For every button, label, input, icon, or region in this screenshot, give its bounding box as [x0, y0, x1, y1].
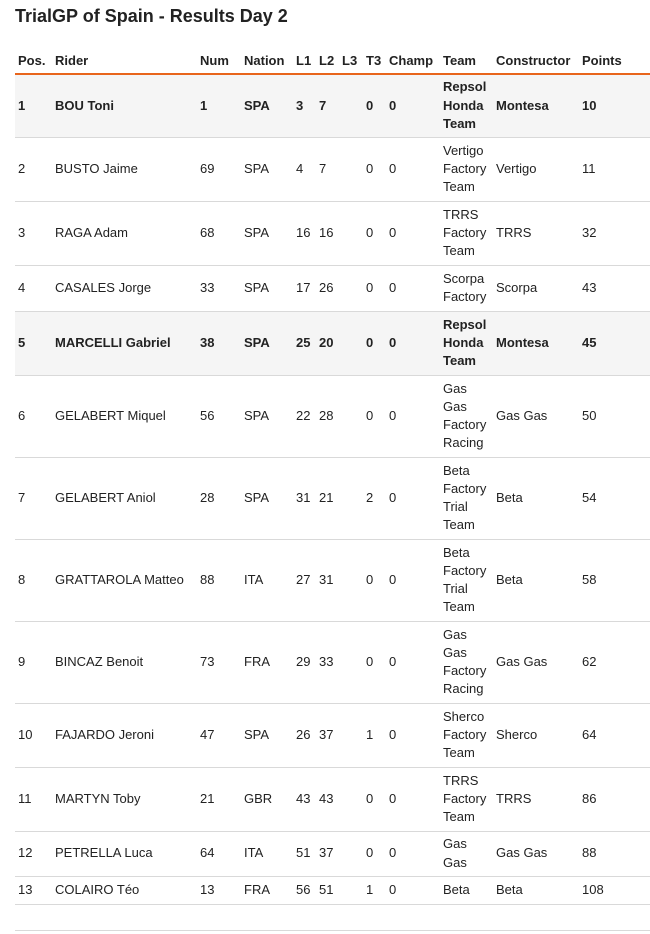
column-header-pos: Pos.	[15, 49, 51, 74]
cell-team: TRRS Factory Team	[439, 767, 492, 831]
cell-rider: GRATTAROLA Matteo	[51, 539, 196, 621]
cell-rider: BUSTO Jaime	[51, 137, 196, 201]
table-row	[15, 311, 650, 375]
cell-nation: SPA	[240, 137, 292, 201]
cell-champ: 0	[385, 375, 439, 457]
cell-team: Repsol Honda Team	[439, 311, 492, 375]
cell-num: 21	[196, 767, 240, 831]
cell-points: 43	[578, 265, 650, 311]
cell-num: 69	[196, 137, 240, 201]
cell-num: 73	[196, 621, 240, 703]
cell-l2: 33	[315, 621, 338, 703]
cell-t3: 1	[362, 703, 385, 767]
cell-champ: 0	[385, 539, 439, 621]
column-header-team: Team	[439, 49, 492, 74]
cell-l3	[338, 375, 362, 457]
cell-champ: 0	[385, 703, 439, 767]
cell-l3	[338, 311, 362, 375]
cell-constructor: Sherco	[492, 703, 578, 767]
cell-points: 62	[578, 621, 650, 703]
cell-team: Beta Factory Trial Team	[439, 457, 492, 539]
column-header-l2: L2	[315, 49, 338, 74]
table-row	[15, 621, 650, 703]
cell-rider: MARCELLI Gabriel	[51, 311, 196, 375]
cell-constructor: Montesa	[492, 311, 578, 375]
cell-points: 54	[578, 457, 650, 539]
table-header-row	[15, 49, 650, 74]
column-header-champ: Champ	[385, 49, 439, 74]
cell-team: Gas Gas Factory Racing	[439, 621, 492, 703]
spacer-cell	[15, 904, 650, 930]
cell-constructor: Vertigo	[492, 137, 578, 201]
cell-team: Vertigo Factory Team	[439, 137, 492, 201]
cell-t3: 2	[362, 457, 385, 539]
cell-t3: 1	[362, 876, 385, 904]
cell-pos: 4	[15, 265, 51, 311]
cell-team: Gas Gas Factory Racing	[439, 375, 492, 457]
cell-pos: 9	[15, 621, 51, 703]
cell-l3	[338, 201, 362, 265]
cell-num: 88	[196, 539, 240, 621]
cell-t3: 0	[362, 539, 385, 621]
cell-t3: 0	[362, 311, 385, 375]
cell-rider: PETRELLA Luca	[51, 831, 196, 876]
table-row	[15, 375, 650, 457]
results-body	[15, 74, 650, 930]
cell-num: 1	[196, 74, 240, 137]
cell-team: Sherco Factory Team	[439, 703, 492, 767]
cell-num: 56	[196, 375, 240, 457]
column-header-l1: L1	[292, 49, 315, 74]
column-header-l3: L3	[338, 49, 362, 74]
cell-l1: 4	[292, 137, 315, 201]
cell-champ: 0	[385, 767, 439, 831]
cell-num: 64	[196, 831, 240, 876]
cell-t3: 0	[362, 137, 385, 201]
cell-champ: 0	[385, 201, 439, 265]
cell-l1: 22	[292, 375, 315, 457]
cell-l3	[338, 137, 362, 201]
table-row	[15, 74, 650, 137]
cell-champ: 0	[385, 457, 439, 539]
cell-l2: 21	[315, 457, 338, 539]
table-row	[15, 767, 650, 831]
cell-nation: ITA	[240, 539, 292, 621]
cell-t3: 0	[362, 375, 385, 457]
cell-constructor: Beta	[492, 457, 578, 539]
cell-champ: 0	[385, 74, 439, 137]
cell-pos: 10	[15, 703, 51, 767]
cell-l2: 7	[315, 74, 338, 137]
cell-pos: 12	[15, 831, 51, 876]
cell-points: 11	[578, 137, 650, 201]
cell-constructor: Beta	[492, 876, 578, 904]
cell-champ: 0	[385, 831, 439, 876]
cell-rider: COLAIRO Téo	[51, 876, 196, 904]
cell-nation: SPA	[240, 265, 292, 311]
cell-team: Beta	[439, 876, 492, 904]
table-row	[15, 137, 650, 201]
cell-t3: 0	[362, 767, 385, 831]
cell-l2: 51	[315, 876, 338, 904]
cell-constructor: TRRS	[492, 767, 578, 831]
cell-pos: 11	[15, 767, 51, 831]
column-header-t3: T3	[362, 49, 385, 74]
cell-rider: FAJARDO Jeroni	[51, 703, 196, 767]
table-row	[15, 201, 650, 265]
cell-l3	[338, 265, 362, 311]
cell-num: 13	[196, 876, 240, 904]
cell-l3	[338, 876, 362, 904]
cell-rider: MARTYN Toby	[51, 767, 196, 831]
cell-l1: 27	[292, 539, 315, 621]
cell-nation: FRA	[240, 876, 292, 904]
cell-l3	[338, 767, 362, 831]
cell-rider: GELABERT Miquel	[51, 375, 196, 457]
table-row	[15, 831, 650, 876]
cell-num: 68	[196, 201, 240, 265]
cell-champ: 0	[385, 621, 439, 703]
cell-l2: 20	[315, 311, 338, 375]
cell-l1: 29	[292, 621, 315, 703]
cell-num: 38	[196, 311, 240, 375]
cell-pos: 1	[15, 74, 51, 137]
cell-rider: BINCAZ Benoit	[51, 621, 196, 703]
cell-l1: 3	[292, 74, 315, 137]
cell-nation: GBR	[240, 767, 292, 831]
table-row	[15, 539, 650, 621]
cell-constructor: Gas Gas	[492, 375, 578, 457]
results-table	[15, 49, 650, 931]
cell-constructor: Beta	[492, 539, 578, 621]
cell-champ: 0	[385, 137, 439, 201]
cell-l1: 43	[292, 767, 315, 831]
cell-nation: SPA	[240, 74, 292, 137]
cell-l3	[338, 831, 362, 876]
cell-champ: 0	[385, 876, 439, 904]
table-row	[15, 876, 650, 904]
column-header-constructor: Constructor	[492, 49, 578, 74]
cell-nation: FRA	[240, 621, 292, 703]
cell-l1: 31	[292, 457, 315, 539]
cell-team: Repsol Honda Team	[439, 74, 492, 137]
cell-constructor: Gas Gas	[492, 621, 578, 703]
cell-nation: ITA	[240, 831, 292, 876]
cell-nation: SPA	[240, 311, 292, 375]
cell-rider: CASALES Jorge	[51, 265, 196, 311]
table-row	[15, 457, 650, 539]
cell-l2: 37	[315, 831, 338, 876]
cell-points: 45	[578, 311, 650, 375]
cell-l2: 28	[315, 375, 338, 457]
cell-rider: BOU Toni	[51, 74, 196, 137]
cell-team: Gas Gas	[439, 831, 492, 876]
cell-pos: 6	[15, 375, 51, 457]
cell-l1: 51	[292, 831, 315, 876]
cell-team: Beta Factory Trial Team	[439, 539, 492, 621]
cell-points: 50	[578, 375, 650, 457]
cell-l3	[338, 539, 362, 621]
cell-t3: 0	[362, 201, 385, 265]
page-title: TrialGP of Spain - Results Day 2	[15, 6, 288, 26]
cell-points: 64	[578, 703, 650, 767]
cell-points: 108	[578, 876, 650, 904]
cell-t3: 0	[362, 621, 385, 703]
cell-rider: RAGA Adam	[51, 201, 196, 265]
cell-num: 28	[196, 457, 240, 539]
cell-l2: 16	[315, 201, 338, 265]
cell-num: 47	[196, 703, 240, 767]
cell-l3	[338, 621, 362, 703]
cell-pos: 5	[15, 311, 51, 375]
cell-constructor: TRRS	[492, 201, 578, 265]
cell-t3: 0	[362, 265, 385, 311]
cell-pos: 2	[15, 137, 51, 201]
cell-pos: 3	[15, 201, 51, 265]
column-header-num: Num	[196, 49, 240, 74]
cell-champ: 0	[385, 265, 439, 311]
cell-l2: 43	[315, 767, 338, 831]
cell-champ: 0	[385, 311, 439, 375]
cell-l2: 37	[315, 703, 338, 767]
table-row	[15, 265, 650, 311]
cell-rider: GELABERT Aniol	[51, 457, 196, 539]
cell-constructor: Montesa	[492, 74, 578, 137]
cell-points: 10	[578, 74, 650, 137]
table-footer-spacer	[15, 904, 650, 930]
cell-l3	[338, 74, 362, 137]
cell-constructor: Scorpa	[492, 265, 578, 311]
cell-team: TRRS Factory Team	[439, 201, 492, 265]
cell-points: 86	[578, 767, 650, 831]
column-header-nation: Nation	[240, 49, 292, 74]
cell-pos: 8	[15, 539, 51, 621]
cell-pos: 13	[15, 876, 51, 904]
cell-num: 33	[196, 265, 240, 311]
cell-points: 58	[578, 539, 650, 621]
cell-constructor: Gas Gas	[492, 831, 578, 876]
cell-l1: 16	[292, 201, 315, 265]
cell-l3	[338, 703, 362, 767]
cell-pos: 7	[15, 457, 51, 539]
cell-l1: 17	[292, 265, 315, 311]
table-row	[15, 703, 650, 767]
column-header-rider: Rider	[51, 49, 196, 74]
cell-l2: 7	[315, 137, 338, 201]
cell-points: 88	[578, 831, 650, 876]
cell-l2: 26	[315, 265, 338, 311]
cell-l1: 56	[292, 876, 315, 904]
column-header-points: Points	[578, 49, 650, 74]
cell-team: Scorpa Factory	[439, 265, 492, 311]
cell-t3: 0	[362, 831, 385, 876]
cell-l2: 31	[315, 539, 338, 621]
cell-points: 32	[578, 201, 650, 265]
cell-l3	[338, 457, 362, 539]
cell-nation: SPA	[240, 457, 292, 539]
cell-l1: 25	[292, 311, 315, 375]
cell-nation: SPA	[240, 703, 292, 767]
cell-t3: 0	[362, 74, 385, 137]
cell-nation: SPA	[240, 375, 292, 457]
cell-l1: 26	[292, 703, 315, 767]
cell-nation: SPA	[240, 201, 292, 265]
